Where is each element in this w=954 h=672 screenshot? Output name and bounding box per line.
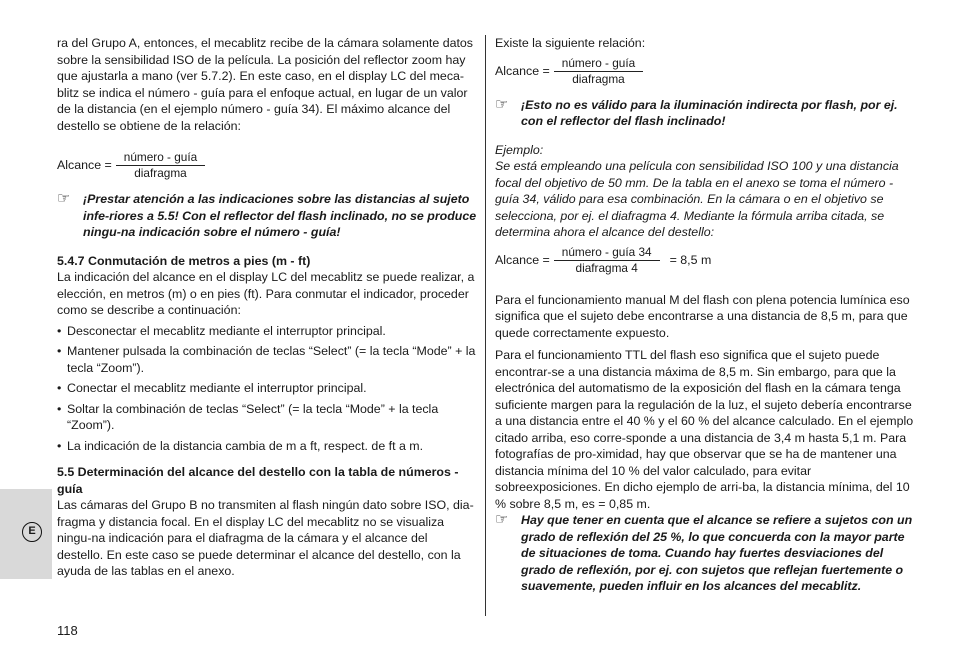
left-intro-paragraph: ra del Grupo A, entonces, el mecablitz recibe de la cámara solamente datos sobre la sensibilidad ISO de la película. La posición del reflector zoom hay que ajustarla a mano (ver 5.7.2). En este caso, en el display LC del meca-blitz se indica el número - guía para el enfoque actual, en lugar de un valor de la distancia (en el ejemplo número - guía 34). El máximo alcance del destello se obtiene de la relación:	[57, 36, 473, 133]
formula-denominator: diafragma	[572, 71, 625, 86]
list-item: • Mantener pulsada la combinación de teclas “Select” (= la tecla “Mode” + la tecla “Zoom”).	[57, 344, 476, 375]
bullet: •	[57, 344, 62, 358]
list-item: • Desconectar el mecablitz mediante el interruptor principal.	[57, 323, 386, 338]
formula-result: = 8,5 m	[669, 252, 712, 267]
section-547-heading: 5.4.7 Conmutación de metros a pies (m - ft)	[57, 253, 311, 268]
note-block	[57, 191, 477, 241]
formula-lhs: Alcance =	[57, 158, 112, 173]
right-column	[495, 35, 915, 595]
bullet: •	[57, 323, 62, 338]
bullet: •	[57, 381, 62, 395]
page-number: 118	[57, 623, 78, 638]
section-547-paragraph: La indicación del alcance en el display LC del mecablitz se puede realizar, a elección, en metros (m) o en pies (ft). Para conmutar el indicador, proceder como se describe a continuación:	[57, 270, 475, 317]
formula-fraction	[554, 56, 643, 87]
example-label: Ejemplo:	[495, 142, 544, 157]
pointing-hand-icon: ☞	[495, 511, 509, 528]
list-item: • Soltar la combinación de teclas “Select” (= la tecla “Mode” + la tecla “Zoom”).	[57, 401, 439, 432]
note-text: Hay que tener en cuenta que el alcance se refiere a sujetos con un grado de reflexión del 25 %, lo que concuerda con la mayor parte de situaciones de toma. Cuando hay fuertes desviaciones del grado de reflexión, por ej. con sujetos que reflejan fuertemente o suavemente, pueden influir en los alcances del mecablitz.	[521, 513, 913, 593]
example-paragraph: Se está empleando una película con sensibilidad ISO 100 y una distancia focal del objetivo de 50 mm. De la tabla en el anexo se toma el número - guía 34, válido para esa combinación. En la cámara o en el objetivo se selecciona, por ej. el diafragma 4. Mediante la fórmula arriba citada, se determina ahora el alcance del destello:	[495, 159, 899, 239]
list-item: • La indicación de la distancia cambia de m a ft, respect. de ft a m.	[57, 438, 424, 453]
language-badge: E	[22, 522, 42, 542]
pointing-hand-icon: ☞	[495, 95, 509, 113]
section-55-paragraph: Las cámaras del Grupo B no transmiten al flash ningún dato sobre ISO, dia-fragma y distancia focal. En el display LC del mecablitz no se visualiza ningu-na indicación para el diafragma de la cámara y el alcance del destello. En este caso se puede determinar el alcance del destello, con la ayuda de las tablas en el anexo.	[57, 498, 474, 578]
pointing-hand-icon: ☞	[57, 190, 71, 207]
formula-denominator: diafragma	[134, 166, 187, 180]
manual-mode-paragraph: Para el funcionamiento manual M del flash con plena potencia lumínica eso significa que el sujeto debe encontrarse a una distancia de 8,5 m, para que quede correctamente expuesto.	[495, 292, 910, 340]
range-formula	[57, 150, 477, 181]
note-block	[495, 97, 915, 130]
bullet: •	[57, 438, 62, 453]
formula-lhs: Alcance =	[495, 252, 550, 267]
right-intro: Existe la siguiente relación:	[495, 36, 646, 50]
range-formula	[495, 56, 915, 87]
note-block	[495, 512, 915, 595]
column-divider	[485, 35, 486, 616]
formula-numerator: número - guía	[123, 150, 198, 164]
note-text: ¡Prestar atención a las indicaciones sobre las distancias al sujeto infe-riores a 5.5! Con el reflector del flash inclinado, no se produce ningu-na indicación sobre el número - guía!	[83, 192, 477, 239]
steps-list	[57, 323, 477, 455]
formula-numerator: número - guía 34	[561, 244, 652, 259]
formula-lhs: Alcance =	[495, 63, 550, 78]
bullet: •	[57, 401, 62, 416]
left-column	[57, 35, 477, 580]
formula-fraction	[554, 245, 660, 276]
list-item: • Conectar el mecablitz mediante el interruptor principal.	[57, 381, 367, 395]
formula-fraction	[116, 150, 205, 181]
example-formula	[495, 245, 915, 276]
formula-denominator: diafragma 4	[575, 260, 638, 275]
note-text: ¡Esto no es válido para la iluminación indirecta por flash, por ej. con el reflector del flash inclinado!	[521, 97, 898, 128]
formula-numerator: número - guía	[561, 55, 636, 70]
section-55-heading: 5.5 Determinación del alcance del destello con la tabla de números - guía	[57, 465, 459, 496]
ttl-mode-paragraph: Para el funcionamiento TTL del flash eso significa que el sujeto puede encontrar-se a una distancia máxima de 8,5 m. Sin embargo, para que la electrónica del automatismo de la exposición del flash en la cámara tenga suficiente margen para la regulación de la luz, el sujeto debería encontrarse a una distancia entre el 40 % y el 60 % del alcance calculado. En el ejemplo citado arriba, eso corre-sponde a una distancia de 3,4 m hasta 5,1 m. Para fotografías de pro-ximidad, hay que observar que se ha de mantener una distancia mínima del 10 % del valor calculado, para evitar sobreexposiciones. En dicho ejemplo de arri-ba, la distancia mínima, del 10 % sobre 8,5 m, es = 0,85 m.	[495, 348, 914, 511]
